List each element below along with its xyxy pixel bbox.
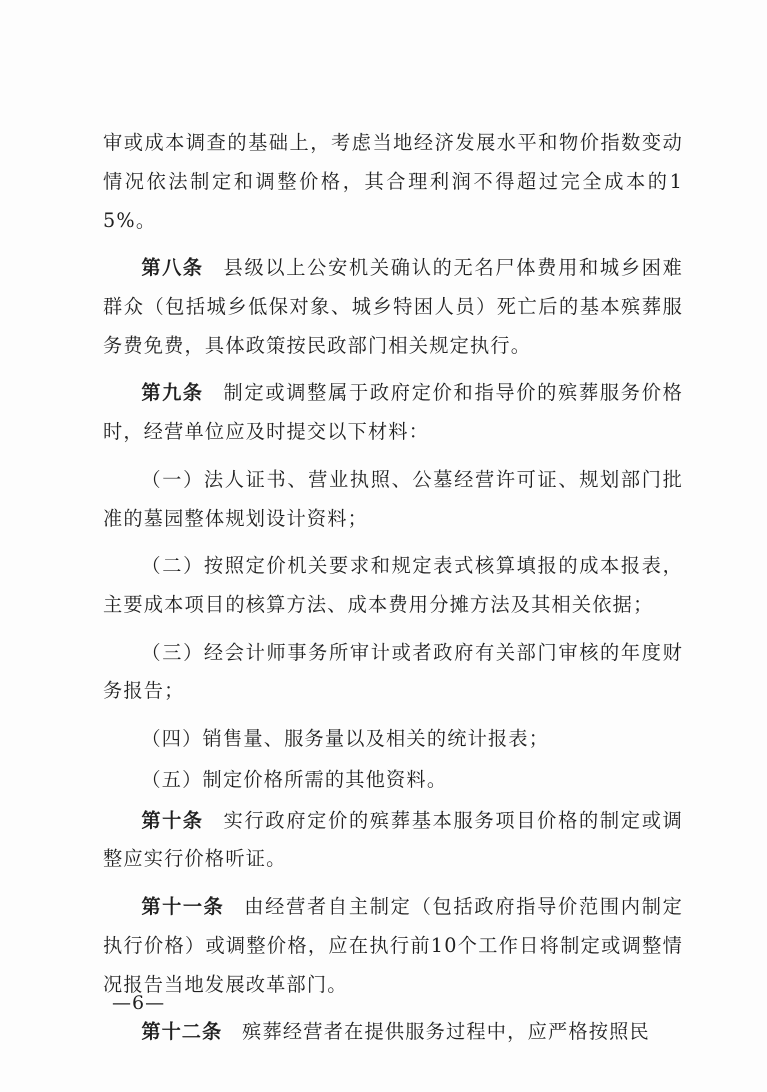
list-item-5 [103, 761, 683, 800]
list-item-3 [103, 634, 683, 712]
article-text: 殡葬经营者在提供服务过程中，应严格按照民 [242, 1020, 650, 1044]
list-item-text: （五）制定价格所需的其他资料。 [141, 767, 448, 791]
article-text: 由经营者自主制定（包括政府指导价范围内制定执行价格）或调整价格，应在执行前10个工作日将制定或调整情况报告当地发展改革部门。 [103, 894, 684, 996]
list-item-1 [103, 461, 683, 539]
article-heading: 第九条 [141, 381, 204, 405]
article-8 [103, 249, 683, 365]
article-10 [103, 802, 683, 880]
paragraph-continuation [103, 124, 683, 240]
page-number: —6— [112, 992, 166, 1014]
article-heading: 第十二条 [141, 1020, 223, 1044]
paragraph-text: 审或成本调查的基础上，考虑当地经济发展水平和物价指数变动情况依法制定和调整价格，其合理利润不得超过完全成本的15%。 [103, 131, 683, 232]
list-item-text: （三）经会计师事务所审计或者政府有关部门审核的年度财务报告； [103, 640, 683, 703]
list-item-4 [103, 720, 683, 759]
article-9 [103, 374, 683, 452]
list-item-text: （二）按照定价机关要求和规定表式核算填报的成本报表，主要成本项目的核算方法、成本费用分摊方法及其相关依据； [103, 554, 683, 616]
article-heading: 第十一条 [141, 894, 225, 918]
list-item-text: （四）销售量、服务量以及相关的统计报表； [141, 726, 550, 750]
list-item-2 [103, 547, 683, 625]
article-text: 县级以上公安机关确认的无名尸体费用和城乡困难群众（包括城乡低保对象、城乡特困人员）死亡后的基本殡葬服务费免费，具体政策按民政部门相关规定执行。 [103, 256, 684, 357]
list-item-text: （一）法人证书、营业执照、公墓经营许可证、规划部门批准的墓园整体规划设计资料； [103, 467, 683, 530]
article-text: 实行政府定价的殡葬基本服务项目价格的制定或调整应实行价格听证。 [103, 808, 684, 871]
article-heading: 第八条 [141, 256, 204, 280]
document-body [103, 124, 683, 1061]
article-11 [103, 888, 683, 1004]
article-text: 制定或调整属于政府定价和指导价的殡葬服务价格时，经营单位应及时提交以下材料： [103, 381, 684, 444]
article-heading: 第十条 [141, 808, 204, 832]
article-12 [103, 1013, 683, 1052]
